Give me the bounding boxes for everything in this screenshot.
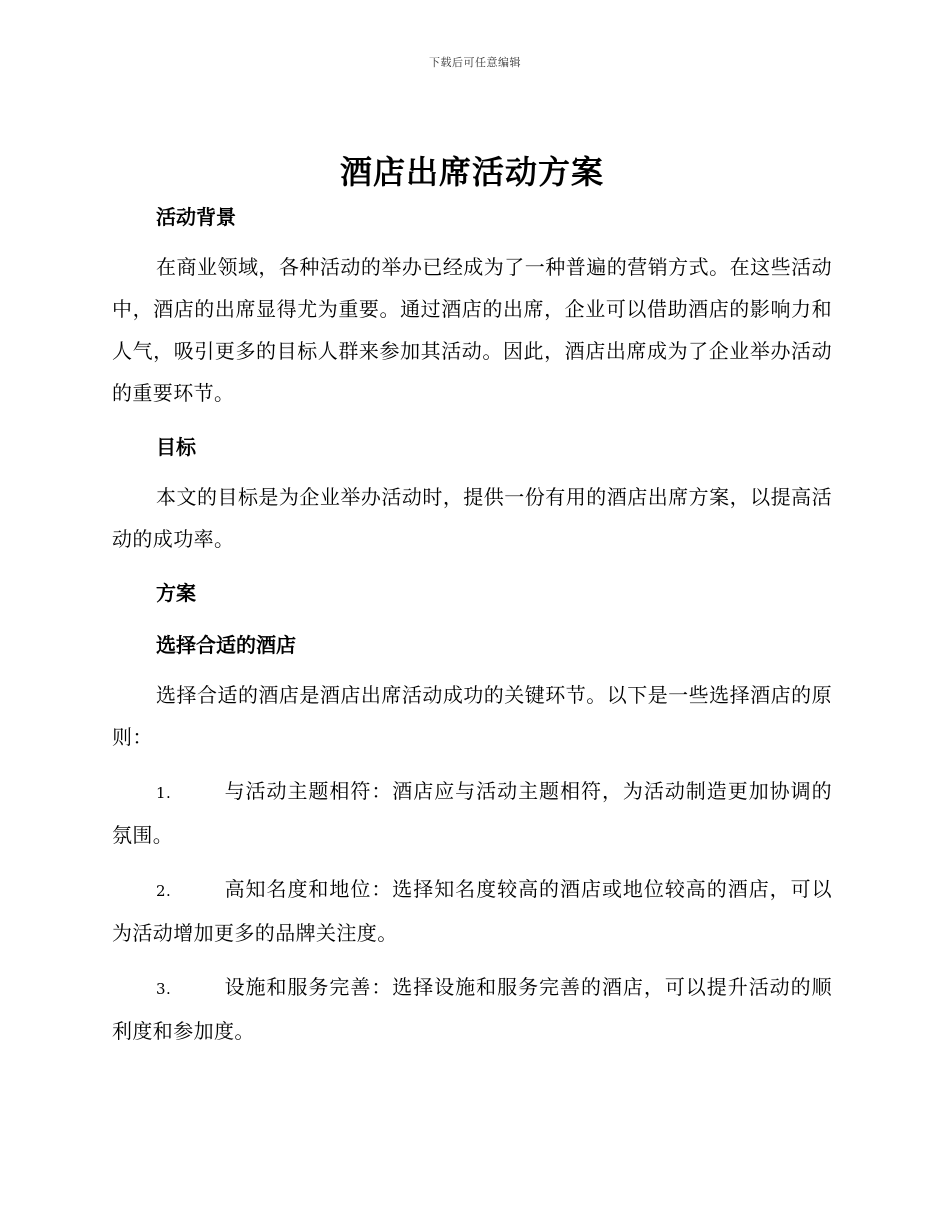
header-note: 下载后可任意编辑	[429, 56, 521, 69]
list-item	[112, 868, 832, 954]
paragraph-background: 在商业领域，各种活动的举办已经成为了一种普遍的营销方式。在这些活动中，酒店的出席显得尤为重要。通过酒店的出席，企业可以借助酒店的影响力和人气，吸引更多的目标人群来参加其活动。因此，酒店出席成为了企业举办活动的重要环节。	[112, 255, 832, 405]
list-item-text: 高知名度和地位：选择知名度较高的酒店或地位较高的酒店，可以为活动增加更多的品牌关注度。	[112, 877, 832, 945]
list-item	[112, 770, 832, 856]
section-heading-plan: 方案	[156, 581, 196, 605]
paragraph-choose-hotel: 选择合适的酒店是酒店出席活动成功的关键环节。以下是一些选择酒店的原则：	[112, 683, 832, 749]
section-heading-goal: 目标	[156, 435, 196, 459]
list-item-number: 1.	[156, 784, 172, 802]
list-item-text: 与活动主题相符：酒店应与活动主题相符，为活动制造更加协调的氛围。	[112, 779, 832, 847]
list-item	[112, 966, 832, 1052]
section-heading-choose-hotel: 选择合适的酒店	[156, 633, 296, 657]
document-title: 酒店出席活动方案	[339, 153, 604, 191]
list-item-number: 3.	[156, 980, 172, 998]
section-heading-background: 活动背景	[156, 205, 236, 229]
document-body	[112, 150, 832, 1052]
list-item-number: 2.	[156, 882, 172, 900]
paragraph-goal: 本文的目标是为企业举办活动时，提供一份有用的酒店出席方案，以提高活动的成功率。	[112, 485, 832, 551]
list-item-text: 设施和服务完善：选择设施和服务完善的酒店，可以提升活动的顺利度和参加度。	[112, 975, 832, 1043]
